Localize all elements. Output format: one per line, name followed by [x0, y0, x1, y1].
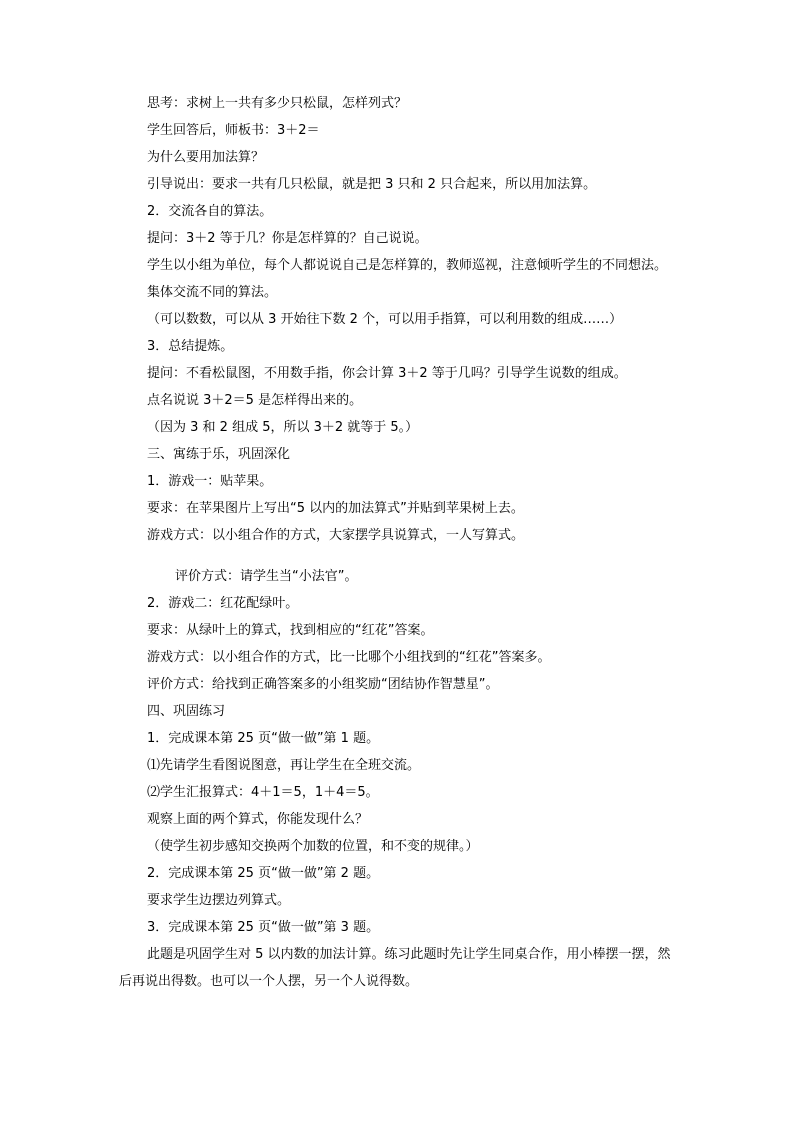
paragraph-commutative: （使学生初步感知交换两个加数的位置，和不变的规律。） — [147, 839, 479, 854]
paragraph-name-call: 点名说说 3＋2＝5 是怎样得出来的。 — [147, 393, 363, 408]
section-heading-three: 三、寓练于乐，巩固深化 — [147, 447, 291, 462]
paragraph-game-method-2: 游戏方式：以小组合作的方式，比一比哪个小组找到的“红花”答案多。 — [147, 650, 551, 665]
paragraph-exercise-2-req: 要求学生边摆边列算式。 — [147, 893, 291, 908]
paragraph-game-method-1: 游戏方式：以小组合作的方式，大家摆学具说算式，一人写算式。 — [147, 528, 525, 543]
document-body — [119, 90, 679, 995]
paragraph-question-2: 提问：不看松鼠图，不用数手指，你会计算 3＋2 等于几吗？引导学生说数的组成。 — [147, 366, 627, 381]
paragraph-requirement-2: 要求：从绿叶上的算式，找到相应的“红花”答案。 — [147, 623, 434, 638]
paragraph-exercise-1: 1．完成课本第 25 页“做一做”第 1 题。 — [147, 731, 380, 746]
paragraph-because: （因为 3 和 2 组成 5，所以 3＋2 就等于 5。） — [147, 420, 419, 435]
paragraph-game-2: 2．游戏二：红花配绿叶。 — [147, 596, 299, 611]
paragraph-exercise-1-step-1: ⑴先请学生看图说图意，再让学生在全班交流。 — [147, 758, 421, 773]
paragraph-observe: 观察上面的两个算式，你能发现什么？ — [147, 812, 369, 827]
paragraph-exercise-3-desc: 此题是巩固学生对 5 以内数的加法计算。练习此题时先让学生同桌合作，用小棒摆一摆，然后再说出得数。也可以一个人摆，另一个人说得数。 — [119, 947, 671, 989]
section-heading-3: 3．总结提炼。 — [147, 339, 234, 354]
paragraph-guide: 引导说出：要求一共有几只松鼠，就是把 3 只和 2 只合起来，所以用加法算。 — [147, 177, 597, 192]
paragraph-game-1: 1．游戏一：贴苹果。 — [147, 474, 273, 489]
paragraph-requirement-1: 要求：在苹果图片上写出“5 以内的加法算式”并贴到苹果树上去。 — [147, 501, 524, 516]
paragraph-evaluation-2: 评价方式：给找到正确答案多的小组奖励“团结协作智慧星”。 — [147, 677, 499, 692]
paragraph-exercise-3: 3．完成课本第 25 页“做一做”第 3 题。 — [147, 920, 380, 935]
paragraph-exercise-1-step-2: ⑵学生汇报算式：4＋1＝5，1＋4＝5。 — [147, 785, 379, 800]
paragraph-group-discussion: 学生以小组为单位，每个人都说说自己是怎样算的，教师巡视，注意倾听学生的不同想法。 — [147, 258, 668, 273]
paragraph-question: 提问：3＋2 等于几？你是怎样算的？自己说说。 — [147, 231, 428, 246]
paragraph-collective: 集体交流不同的算法。 — [147, 285, 278, 300]
section-heading-2: 2．交流各自的算法。 — [147, 204, 273, 219]
paragraph-methods: （可以数数，可以从 3 开始往下数 2 个，可以用手指算，可以利用数的组成……） — [147, 312, 623, 327]
paragraph-teacher-writes: 学生回答后，师板书：3＋2＝ — [147, 123, 320, 138]
paragraph-exercise-2: 2．完成课本第 25 页“做一做”第 2 题。 — [147, 866, 380, 881]
paragraph-why-addition: 为什么要用加法算？ — [147, 150, 265, 165]
section-heading-four: 四、巩固练习 — [147, 704, 226, 719]
paragraph-evaluation-1: 评价方式：请学生当“小法官”。 — [175, 569, 358, 584]
paragraph-think: 思考：求树上一共有多少只松鼠，怎样列式？ — [147, 96, 408, 111]
